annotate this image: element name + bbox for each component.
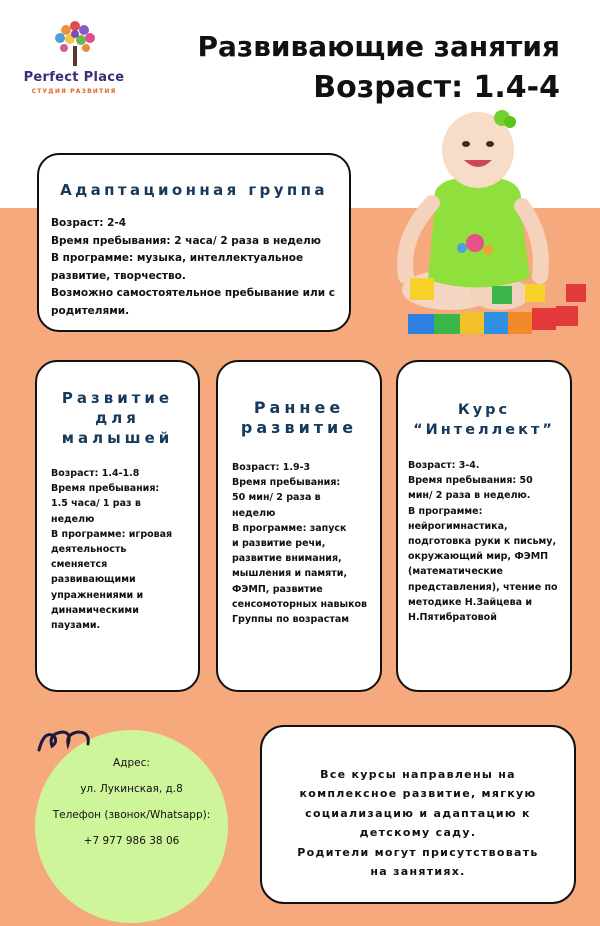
toddler-development-card xyxy=(35,360,200,692)
early-development-card xyxy=(216,360,382,692)
note-line: Родители могут присутствовать xyxy=(297,845,539,859)
note-line: социализацию и адаптацию к xyxy=(305,806,531,820)
toddler-development-details xyxy=(37,466,198,633)
title-line: Курс xyxy=(457,402,511,418)
detail-line: паузами. xyxy=(51,620,101,632)
early-development-title xyxy=(218,398,380,438)
intellect-course-title xyxy=(398,400,570,440)
detail-line: представления), чтение по xyxy=(408,581,558,593)
detail-line: Время пребывания: xyxy=(232,477,341,489)
title-line: малышей xyxy=(61,429,174,447)
detail-line: ФЭМП, развитие xyxy=(232,583,323,595)
logo xyxy=(14,18,134,98)
detail-line: методике Н.Зайцева и xyxy=(408,596,533,608)
title-line: Развитие xyxy=(61,389,174,407)
address-value: ул. Лукинская, д.8 xyxy=(80,783,183,795)
title-line: развитие xyxy=(240,418,358,437)
note-line: Все курсы направлены на xyxy=(320,768,516,781)
detail-line: Время пребывания: 50 xyxy=(408,475,533,487)
detail-line: Возраст: 3-4. xyxy=(408,460,480,471)
address-label: Адрес: xyxy=(113,757,150,769)
detail-line: окружающий мир, ФЭМП xyxy=(408,551,549,563)
detail-line: развитие внимания, xyxy=(232,553,342,565)
detail-line: Время пребывания: xyxy=(51,483,160,495)
detail-line: В программе: музыка, интеллектуальное xyxy=(51,252,304,264)
detail-line: деятельность xyxy=(51,544,127,556)
note-line: комплексное развитие, мягкую xyxy=(299,787,537,801)
logo-subtitle: СТУДИЯ РАЗВИТИЯ xyxy=(31,88,117,95)
detail-line: неделю xyxy=(51,513,95,525)
adaptation-group-title: Адаптационная группа xyxy=(60,181,328,199)
logo-name: Perfect Place xyxy=(23,70,125,85)
adaptation-group-card xyxy=(37,153,351,332)
intellect-course-card xyxy=(396,360,572,692)
detail-line: динамическими xyxy=(51,604,139,616)
phone-value[interactable]: +7 977 986 38 06 xyxy=(83,835,180,847)
phone-label: Телефон (звонок/Whatsapp): xyxy=(52,809,211,821)
early-development-details xyxy=(218,460,380,627)
detail-line: В программе: запуск xyxy=(232,522,347,534)
detail-line: упражнениями и xyxy=(51,589,144,601)
detail-line: сенсомоторных навыков xyxy=(232,598,368,610)
detail-line: мин/ 2 раза в неделю. xyxy=(408,490,531,502)
detail-line: неделю xyxy=(232,507,276,519)
detail-line: (математические xyxy=(408,566,503,578)
intellect-course-details xyxy=(398,458,570,625)
info-note-text xyxy=(262,765,574,881)
detail-line: развитие, творчество. xyxy=(51,269,186,282)
info-note-card xyxy=(260,725,576,904)
detail-line: Время пребывания: 2 часа/ 2 раза в неделю xyxy=(51,234,321,247)
note-line: на занятиях. xyxy=(370,865,466,879)
detail-line: Возраст: 1.9-3 xyxy=(232,462,311,473)
title-line: Раннее xyxy=(253,398,345,417)
page-age: Возраст: 1.4-4 xyxy=(313,70,560,105)
detail-line: Возраст: 1.4-1.8 xyxy=(51,468,140,479)
title-line: для xyxy=(95,409,140,427)
detail-line: 50 мин/ 2 раза в xyxy=(232,492,321,504)
title-line: “Интеллект” xyxy=(413,422,555,438)
detail-line: мышления и памяти, xyxy=(232,568,348,580)
detail-line: Возраст: 2-4 xyxy=(51,217,127,229)
detail-line: развивающими xyxy=(51,574,136,586)
detail-line: В программе: xyxy=(408,505,483,517)
tree-icon xyxy=(52,18,98,68)
adaptation-group-details xyxy=(39,199,349,320)
page-title: Развивающие занятия xyxy=(197,30,560,63)
detail-line: сменяется xyxy=(51,559,108,571)
detail-line: Возможно самостоятельное пребывание или с xyxy=(51,287,335,299)
detail-line: 1.5 часа/ 1 раз в xyxy=(51,498,141,510)
note-line: детскому саду. xyxy=(359,826,477,840)
detail-line: родителями. xyxy=(51,304,130,317)
toddler-development-title xyxy=(37,388,198,448)
detail-line: Группы по возрастам xyxy=(232,614,350,626)
detail-line: подготовка руки к письму, xyxy=(408,536,557,548)
detail-line: и развитие речи, xyxy=(232,538,326,550)
squiggle-decoration xyxy=(36,724,98,754)
contacts-block xyxy=(35,756,228,860)
detail-line: нейрогимнастика, xyxy=(408,520,508,532)
detail-line: Н.Пятибратовой xyxy=(408,612,497,624)
baby-with-blocks-image xyxy=(380,108,595,338)
detail-line: В программе: игровая xyxy=(51,528,173,540)
